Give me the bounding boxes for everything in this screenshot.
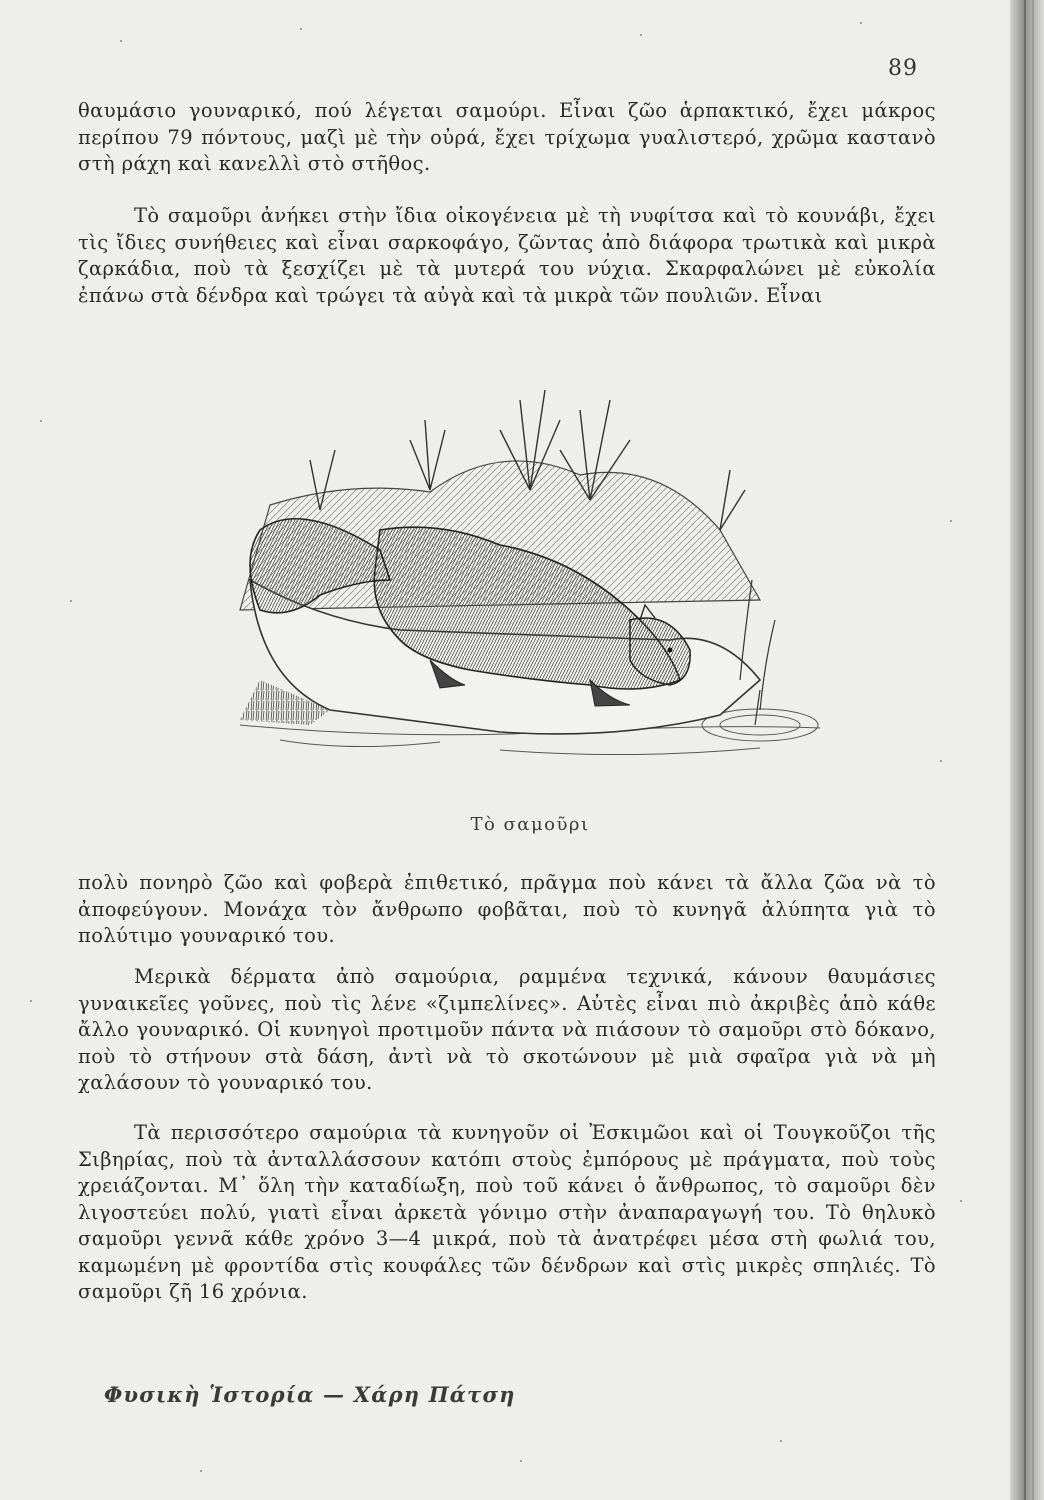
scan-speck	[940, 760, 942, 762]
scan-speck	[950, 520, 952, 522]
scan-speck	[120, 40, 122, 42]
paragraph: Τὸ σαμοῦρι ἀνήκει στὴν ἴδια οἰκογένεια μὲ τὴ νυφίτσα καὶ τὸ κουνάβι, ἔχει τὶς ἴδιες συνήθειες καὶ εἶναι σαρκοφάγο, ζῶντας ἀπὸ διάφορα τρωτικὰ καὶ μικρὰ ζαρκάδια, ποὺ τὰ ξεσχίζει μὲ τὰ μυτερά του νύχια. Σκαρφαλώνει μὲ εὐκολία ἐπάνω στὰ δένδρα καὶ τρώγει τὰ αὐγὰ καὶ τὰ μικρὰ τῶν πουλιῶν. Εἶναι	[78, 204, 936, 307]
page-binding	[1010, 0, 1044, 1500]
scan-speck	[960, 1200, 962, 1202]
binding-edge-line	[1024, 0, 1026, 1500]
binding-edge-line	[1032, 0, 1034, 1500]
scan-speck	[780, 1440, 782, 1442]
figure-caption: Τὸ σαμοῦρι	[470, 814, 590, 835]
scan-speck	[30, 1000, 32, 1002]
book-footer: Φυσικὴ Ἱστορία — Χάρη Πάτση	[104, 1382, 516, 1407]
scan-speck	[640, 34, 642, 36]
scan-speck	[300, 28, 302, 30]
scan-speck	[520, 1460, 522, 1462]
scan-speck	[860, 22, 862, 24]
paragraph: Τὰ περισσότερο σαμούρια τὰ κυνηγοῦν οἱ Ἐσκιμῶοι καὶ οἱ Τουγκοῦζοι τῆς Σιβηρίας, ποὺ τὰ ἀνταλλάσσουν κατόπι στοὺς ἐμπόρους μὲ πράγματα, ποὺ τοὺς χρειάζονται. Μ᾽ ὅλη τὴν καταδίωξη, ποὺ τοῦ κάνει ὁ ἄνθρωπος, τὸ σαμοῦρι δὲν λιγοστεύει πολύ, γιατὶ εἶναι ἀρκετὰ γόνιμο στὴν ἀναπαραγωγή του. Τὸ θηλυκὸ σαμοῦρι γεννᾶ κάθε χρόνο 3—4 μικρά, ποὺ τὰ ἀνατρέφει μέσα στὴ φωλιά του, καμωμένη μὲ φροντίδα στὶς κουφάλες τῶν δένδρων καὶ στὶς μικρὲς σπηλιές. Τὸ σαμοῦρι ζῆ 16 χρόνια.	[78, 1121, 936, 1303]
sable-illustration-icon	[200, 380, 840, 780]
page-number: 89	[888, 56, 918, 81]
paragraph: Μερικὰ δέρματα ἀπὸ σαμούρια, ραμμένα τεχνικά, κάνουν θαυμάσιες γυναικεῖες γοῦνες, ποὺ τὶς λένε «ζιμπελίνες». Αὐτὲς εἶναι πιὸ ἀκριβὲς ἀπὸ κάθε ἄλλο γουναρικό. Οἱ κυνηγοὶ προτιμοῦν πάντα νὰ πιάσουν τὸ σαμοῦρι στὸ δόκανο, ποὺ τὸ στήνουν στὰ δάση, ἀντὶ νὰ τὸ σκοτώνουν μὲ μιὰ σφαῖρα γιὰ νὰ μὴ χαλάσουν τὸ γουναρικό του.	[78, 965, 936, 1094]
paragraph: πολὺ πονηρὸ ζῶο καὶ φοβερὰ ἐπιθετικό, πρᾶγμα ποὺ κάνει τὰ ἄλλα ζῶα νὰ τὸ ἀποφεύγουν. Μονάχα τὸν ἄνθρωπο φοβᾶται, ποὺ τὸ κυνηγᾶ ἀλύπητα γιὰ τὸ πολύτιμο γουναρικό του.	[78, 871, 936, 947]
scan-speck	[70, 600, 72, 602]
scan-speck	[40, 420, 42, 422]
scan-speck	[200, 1470, 202, 1472]
paragraph: θαυμάσιο γουναρικό, πού λέγεται σαμούρι. Εἶναι ζῶο ἁρπακτικό, ἔχει μάκρος περίπου 79 πόντους, μαζὶ μὲ τὴν οὐρά, ἔχει τρίχωμα γυαλιστερό, χρῶμα καστανὸ στὴ ράχη καὶ κανελλὶ στὸ στῆθος.	[78, 99, 936, 175]
